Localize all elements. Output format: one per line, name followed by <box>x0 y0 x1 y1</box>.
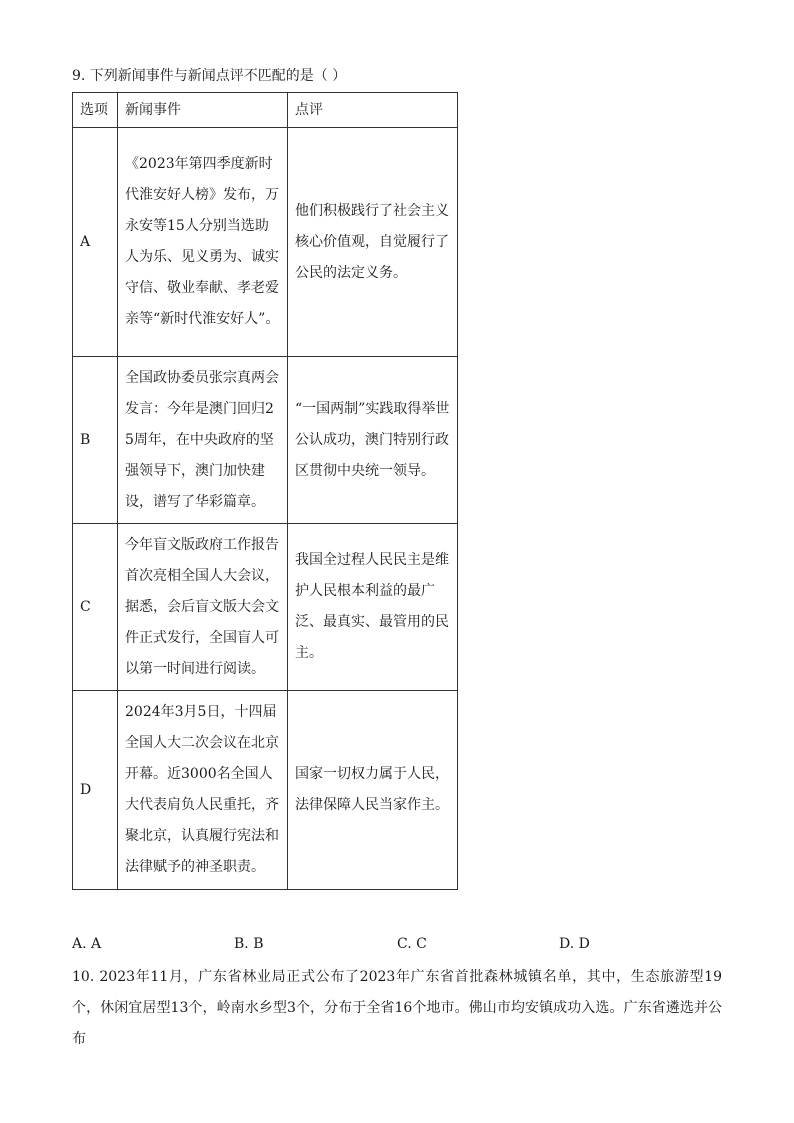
row-news-event: 《2023年第四季度新时代淮安好人榜》发布，万永安等15人分别当选助人为乐、见义勇为、诚实守信、敬业奉献、孝老爱亲等“新时代淮安好人”。 <box>118 128 288 357</box>
row-option: C <box>73 524 118 691</box>
news-comment-table <box>72 92 458 890</box>
answer-option-c[interactable]: C. C <box>397 936 427 952</box>
answer-option-b[interactable]: B. B <box>234 936 264 952</box>
answer-option-a[interactable]: A. A <box>72 936 102 952</box>
row-comment: 国家一切权力属于人民，法律保障人民当家作主。 <box>288 691 458 890</box>
row-comment: 我国全过程人民民主是维护人民根本利益的最广泛、最真实、最管用的民主。 <box>288 524 458 691</box>
row-news-event: 2024年3月5日，十四届全国人大二次会议在北京开幕。近3000名全国人大代表肩负人民重托，齐聚北京，认真履行宪法和法律赋予的神圣职责。 <box>118 691 288 890</box>
row-comment: 他们积极践行了社会主义核心价值观，自觉履行了公民的法定义务。 <box>288 128 458 357</box>
row-option: B <box>73 357 118 524</box>
header-comment: 点评 <box>288 93 458 128</box>
table-header-row <box>73 93 458 128</box>
header-news-event: 新闻事件 <box>118 93 288 128</box>
row-news-event: 全国政协委员张宗真两会发言：今年是澳门回归25周年，在中央政府的坚强领导下，澳门加快建设，谱写了华彩篇章。 <box>118 357 288 524</box>
table-row <box>73 691 458 890</box>
row-option: A <box>73 128 118 357</box>
table-row <box>73 524 458 691</box>
table-row <box>73 357 458 524</box>
row-option: D <box>73 691 118 890</box>
question-10-text: 10. 2023年11月，广东省林业局正式公布了2023年广东省首批森林城镇名单，其中，生态旅游型19个，休闲宜居型13个，岭南水乡型3个，分布于全省16个地市。佛山市均安镇成功入选。广东省遴选并公布 <box>72 969 722 1047</box>
question-9-title: 9. 下列新闻事件与新闻点评不匹配的是（ ） <box>72 68 347 84</box>
header-option: 选项 <box>73 93 118 128</box>
answer-option-d[interactable]: D. D <box>559 936 590 952</box>
answer-options <box>72 934 712 954</box>
row-comment: “一国两制”实践取得举世公认成功，澳门特别行政区贯彻中央统一领导。 <box>288 357 458 524</box>
table-row <box>73 128 458 357</box>
row-news-event: 今年盲文版政府工作报告首次亮相全国人大会议，据悉，会后盲文版大会文件正式发行，全国盲人可以第一时间进行阅读。 <box>118 524 288 691</box>
